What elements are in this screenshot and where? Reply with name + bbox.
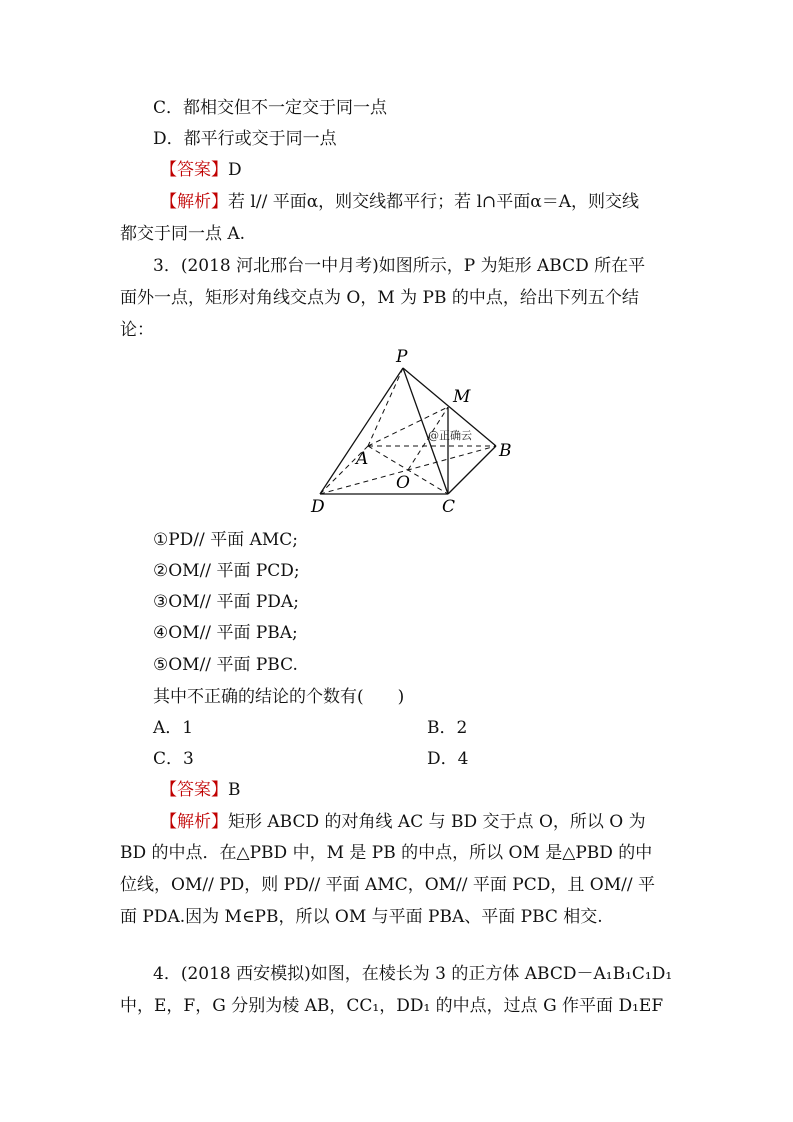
answer-value: D xyxy=(228,160,242,180)
statement-2: ②OM// 平面 PCD; xyxy=(153,561,300,581)
q2-option-c: C．都相交但不一定交于同一点 xyxy=(153,98,388,118)
edge-pa xyxy=(368,368,403,446)
q3-stem-line1: 3．(2018 河北邢台一中月考)如图所示，P 为矩形 ABCD 所在平 xyxy=(153,256,646,276)
q3-stem-line3: 论： xyxy=(120,320,154,340)
q3-analysis-line3: 位线，OM// PD，则 PD// 平面 AMC，OM// 平面 PCD，且 OM// 平 xyxy=(120,875,655,895)
statement-4: ④OM// 平面 PBA; xyxy=(153,623,298,643)
q3-analysis-line4: 面 PDA.因为 M∈PB，所以 OM 与平面 PBA、平面 PBC 相交. xyxy=(120,907,603,927)
q3-stem-line2: 面外一点，矩形对角线交点为 O，M 为 PB 的中点，给出下列五个结 xyxy=(120,288,639,308)
q2-analysis-line2: 都交于同一点 A. xyxy=(120,224,246,244)
q4-stem-line1: 4．(2018 西安模拟)如图，在棱长为 3 的正方体 ABCD－A₁B₁C₁D₁ xyxy=(153,964,673,984)
statement-1: ①PD// 平面 AMC; xyxy=(153,530,298,550)
label-p: P xyxy=(396,347,408,367)
pyramid-figure xyxy=(300,345,520,515)
label-b: B xyxy=(499,441,512,461)
q3-analysis-line1 xyxy=(160,810,646,834)
answer-value: B xyxy=(228,780,241,800)
q3-answer xyxy=(160,778,241,802)
q3-option-d: D．4 xyxy=(427,749,469,769)
analysis-text: 若 l// 平面α，则交线都平行；若 l∩平面α＝A，则交线 xyxy=(228,192,640,212)
statement-5: ⑤OM// 平面 PBC. xyxy=(153,655,298,675)
answer-tag: 【答案】 xyxy=(160,160,228,180)
q2-answer xyxy=(160,158,242,182)
q2-option-d: D．都平行或交于同一点 xyxy=(153,129,337,149)
q3-question: 其中不正确的结论的个数有( ) xyxy=(153,687,405,707)
analysis-tag: 【解析】 xyxy=(160,812,228,832)
analysis-tag: 【解析】 xyxy=(160,192,228,212)
answer-tag: 【答案】 xyxy=(160,780,228,800)
label-c: C xyxy=(442,497,456,515)
analysis-text: 矩形 ABCD 的对角线 AC 与 BD 交于点 O，所以 O 为 xyxy=(228,812,646,832)
statement-3: ③OM// 平面 PDA; xyxy=(153,592,299,612)
q3-option-a: A．1 xyxy=(153,718,194,738)
q4-stem-line2: 中，E，F，G 分别为棱 AB，CC₁，DD₁ 的中点，过点 G 作平面 D₁EF xyxy=(120,996,664,1016)
label-d: D xyxy=(311,497,325,515)
q3-analysis-line2: BD 的中点．在△PBD 中，M 是 PB 的中点，所以 OM 是△PBD 的中 xyxy=(120,843,653,863)
label-o: O xyxy=(396,473,410,493)
label-m: M xyxy=(453,387,471,407)
watermark: @正确云 xyxy=(428,429,472,442)
q2-analysis-line1 xyxy=(160,190,639,214)
edge-cb xyxy=(448,446,496,494)
q3-option-c: C．3 xyxy=(153,749,194,769)
q3-option-b: B．2 xyxy=(427,718,468,738)
label-a: A xyxy=(356,449,369,469)
